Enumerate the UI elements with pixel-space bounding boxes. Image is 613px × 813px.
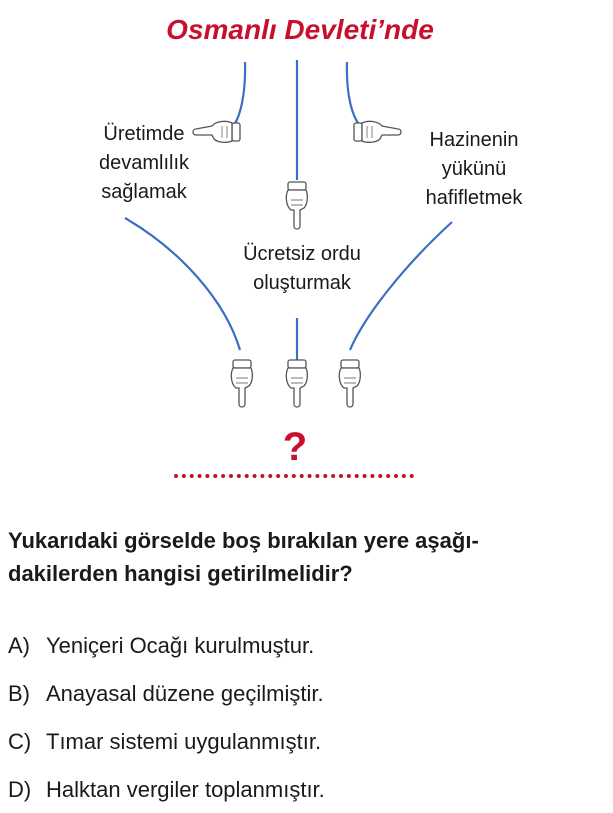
pointing-hand-icon bbox=[286, 360, 307, 407]
pointing-hand-icon bbox=[339, 360, 360, 407]
option-letter: D) bbox=[8, 777, 32, 802]
label-uretimde: Üretimde devamlılık sağlamak bbox=[98, 123, 190, 203]
option-text: Halktan vergiler toplanmıştır. bbox=[46, 777, 325, 802]
option-letter: C) bbox=[8, 729, 32, 754]
option-a[interactable] bbox=[8, 631, 314, 661]
pointing-hand-icon bbox=[286, 182, 307, 229]
connector-top-right bbox=[347, 62, 362, 128]
option-text: Yeniçeri Ocağı kurulmuştur. bbox=[46, 633, 315, 658]
option-text: Tımar sistemi uygulanmıştır. bbox=[46, 729, 322, 754]
option-letter: A) bbox=[8, 633, 30, 658]
option-d[interactable] bbox=[8, 775, 325, 805]
option-text: Anayasal düzene geçilmiştir. bbox=[46, 681, 324, 706]
option-b[interactable] bbox=[8, 679, 324, 709]
option-letter: B) bbox=[8, 681, 30, 706]
question-text: Yukarıdaki görselde boş bırakılan yere aşağı- dakilerden hangisi getirilmelidir? bbox=[8, 528, 479, 586]
option-c[interactable] bbox=[8, 727, 321, 757]
label-hazinenin: Hazinenin yükünü hafifletmek bbox=[425, 129, 523, 209]
label-ucretsiz-ordu: Ücretsiz ordu oluşturmak bbox=[243, 243, 361, 294]
pointing-hand-icon bbox=[231, 360, 252, 407]
diagram-title: Osmanlı Devleti’nde bbox=[166, 14, 434, 45]
blank-question-mark: ? bbox=[282, 425, 308, 469]
blank-dotted-line bbox=[174, 474, 414, 478]
connector-top-left bbox=[232, 62, 245, 128]
